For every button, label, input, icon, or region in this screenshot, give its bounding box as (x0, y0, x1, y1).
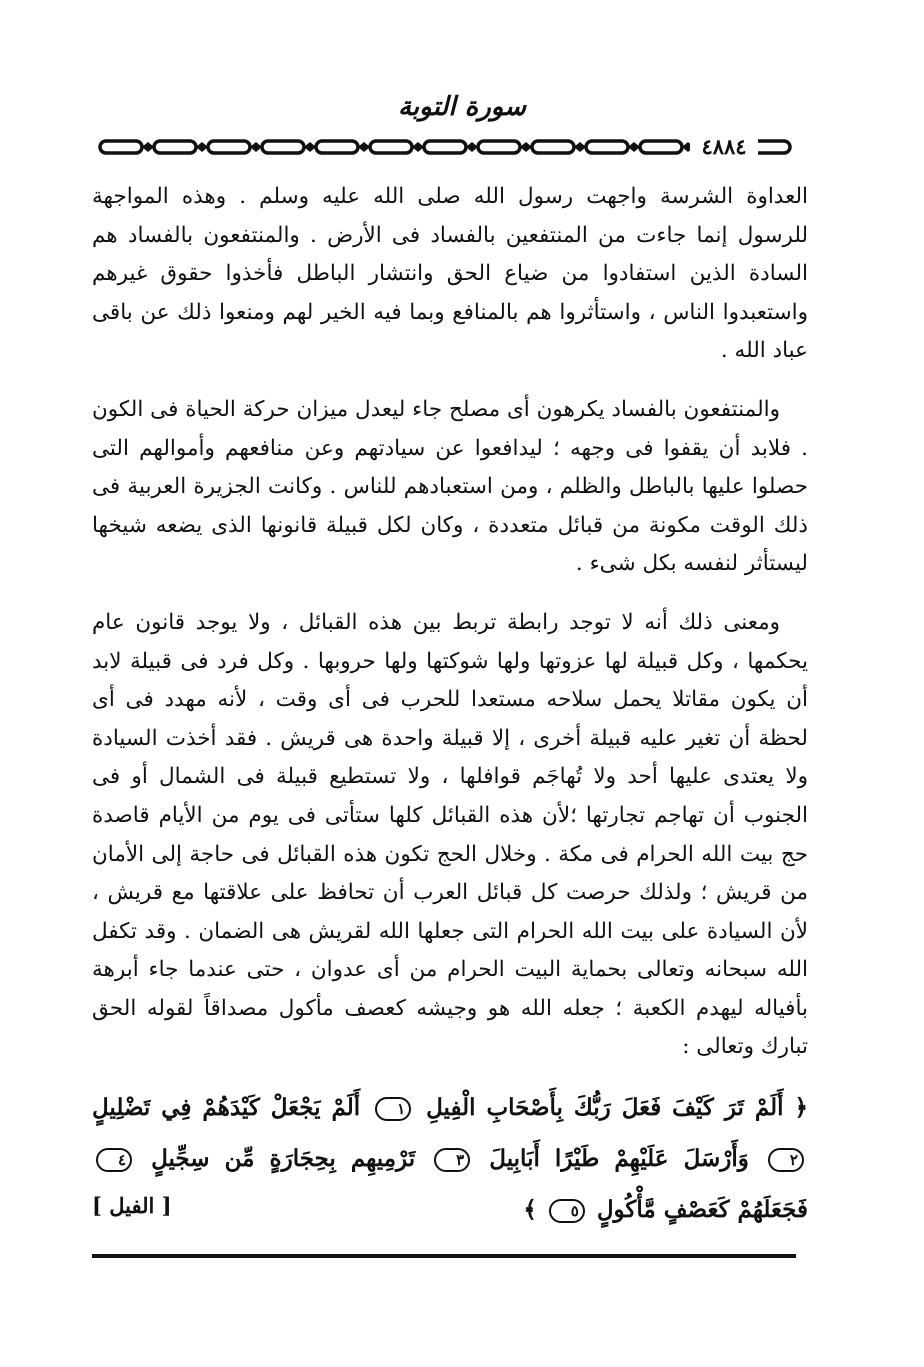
chain-link (100, 141, 142, 153)
ayah-number: ٢ (768, 1148, 804, 1172)
ayah-text: أَلَمْ تَرَ كَيْفَ فَعَلَ رَبُّكَ بِأَصْحَابِ الْفِيلِ (426, 1094, 784, 1121)
paragraph: ومعنى ذلك أنه لا توجد رابطة تربط بين هذه القبائل ، ولا يوجد قانون عام يحكمها ، وكل قبيلة لها عزوتها ولها شوكتها ولها حروبها . وكل فرد فى قبيلة لابد أن يكون مقاتلا يحمل سلاحه مستعدا للحرب فى أى وقت ، لأنه مهدد فى أى لحظة أن تغير عليه قبيلة أخرى ، إلا قبيلة واحدة هى قريش . فقد أخذت السيادة ولا يعتدى عليها أحد ولا تُهاجَم قوافلها ، ولا تستطيع قبيلة فى الشمال أو فى الجنوب أن تهاجم تجارتها ؛لأن هذه القبائل كلها ستأتى فى يوم من الأيام قاصدة حج بيت الله الحرام فى مكة . وخلال الحج تكون هذه القبائل فى حاجة إلى الأمان من قريش ؛ ولذلك حرصت كل قبائل العرب أن تحافظ على علاقتها مع قريش ، لأن السيادة على بيت الله الحرام التى جعلها الله لقريش هى الضمان . وقد تكفل الله سبحانه وتعالى بحماية البيت الحرام من أى عدوان ، حتى عندما جاء أبرهة بأفياله ليهدم الكعبة ؛ جعله الله هو وجيشه كعصف مأكول مصداقاً لقوله الحق تبارك وتعالى : (92, 609, 808, 1060)
chain-diamond (358, 142, 370, 152)
verse-close-bracket: ﴾ (523, 1196, 537, 1223)
surah-title: سورة التوبة (397, 92, 527, 122)
chain-link (208, 141, 250, 153)
verse-open-bracket: ﴿ (794, 1094, 809, 1121)
ayah-text: أَلَمْ يَجْعَلْ كَيْدَهُمْ فِي تَضْلِيلٍ (92, 1094, 361, 1121)
paragraph: والمنتفعون بالفساد يكرهون أى مصلح جاء ليعدل ميزان حركة الحياة فى الكون . فلابد أن يقفوا فى وجهه ؛ ليدافعوا عن سيادتهم وعن منافعهم وأموالهم التى حصلوا عليها بالباطل والظلم ، ومن استعبادهم للناس . وكانت الجزيرة العربية فى ذلك الوقت مكونة من قبائل متعددة ، وكان لكل قبيلة قانونها الذى يضعه شيخها ليستأثر لنفسه بكل شىء . (92, 396, 808, 577)
chain-diamond (574, 142, 586, 152)
quran-verse (92, 1082, 808, 1235)
chain-link (478, 141, 520, 153)
chain-link (370, 141, 412, 153)
chain-diamond (196, 142, 208, 152)
chain-diamond (412, 142, 424, 152)
footer-rule (92, 1254, 796, 1258)
chain-diamond (466, 142, 478, 152)
paragraph: العداوة الشرسة واجهت رسول الله صلى الله عليه وسلم . وهذه المواجهة للرسول إنما جاءت من المنتفعين بالفساد فى الأرض . والمنتفعون بالفساد هم السادة الذين استفادوا من ضياع الحق وانتشار الباطل فأخذوا حقوق غيرهم واستعبدوا الناس ، واستأثروا هم بالمنافع وبما فيه الخير لهم ومنعوا ذلك عن باقى عباد الله . (92, 184, 808, 364)
chain-diamond (142, 142, 154, 152)
ayah-number: ٥ (549, 1199, 585, 1223)
ayah-number: ٣ (434, 1148, 470, 1172)
page-number: ٤٨٨٤ (690, 134, 758, 160)
ayah-text: فَجَعَلَهُمْ كَعَصْفٍ مَّأْكُولٍ (596, 1196, 808, 1223)
ayah-text: تَرْمِيهِم بِحِجَارَةٍ مِّن سِجِّيلٍ (151, 1145, 416, 1172)
chain-link (424, 141, 466, 153)
chain-diamond (304, 142, 316, 152)
chain-link (316, 141, 358, 153)
ayah-number: ١ (375, 1097, 411, 1121)
chain-link (154, 141, 196, 153)
chain-link (262, 141, 304, 153)
surah-reference: [ الفيل ] (92, 1193, 172, 1218)
commentary-text (92, 178, 808, 1087)
chain-link (532, 141, 574, 153)
ayah-number: ٤ (96, 1148, 132, 1172)
chain-link (586, 141, 628, 153)
chain-link (640, 141, 682, 153)
ayah-text: وَأَرْسَلَ عَلَيْهِمْ طَيْرًا أَبَابِيلَ (489, 1145, 749, 1172)
chain-diamond (250, 142, 262, 152)
chain-diamond (628, 142, 640, 152)
chain-diamond (520, 142, 532, 152)
